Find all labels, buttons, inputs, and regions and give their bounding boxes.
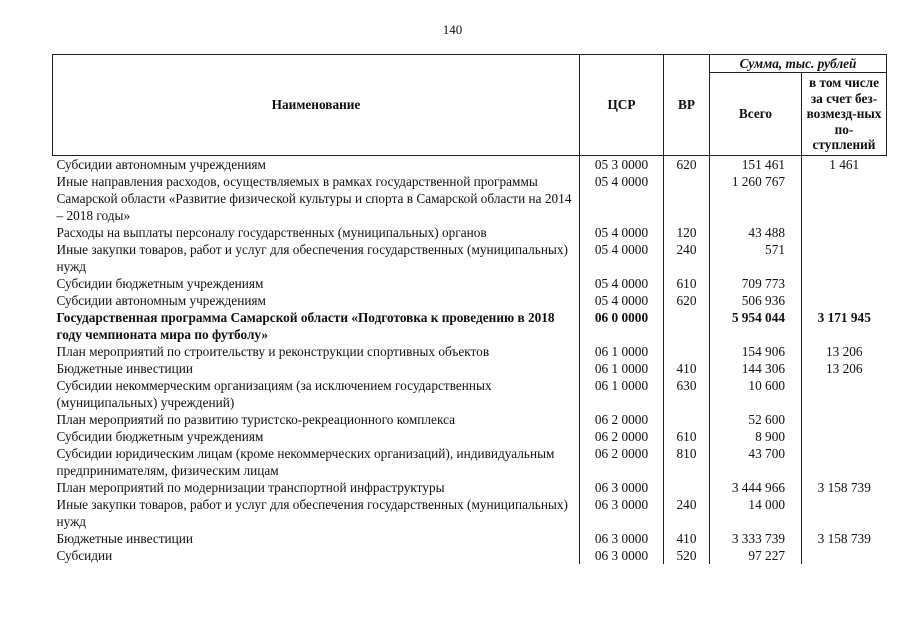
row-csr: 05 4 0000 [580,173,664,224]
table-row [53,428,887,445]
row-total: 8 900 [710,428,802,445]
row-name: Бюджетные инвестиции [53,360,580,377]
row-vr: 610 [664,275,710,292]
table-row [53,360,887,377]
row-vr [664,479,710,496]
row-csr: 05 3 0000 [580,156,664,174]
table-row [53,309,887,343]
row-free: 3 158 739 [802,479,887,496]
row-name: План мероприятий по модернизации транспортной инфраструктуры [53,479,580,496]
row-free [802,547,887,564]
table-row [53,411,887,428]
table-row [53,496,887,530]
row-vr [664,343,710,360]
row-csr: 06 1 0000 [580,360,664,377]
row-vr: 810 [664,445,710,479]
row-total: 10 600 [710,377,802,411]
row-vr: 520 [664,547,710,564]
table-row [53,479,887,496]
header-total: Всего [710,73,802,156]
row-csr: 05 4 0000 [580,224,664,241]
row-csr: 06 3 0000 [580,547,664,564]
row-name: Субсидии автономным учреждениям [53,292,580,309]
row-name: Субсидии [53,547,580,564]
row-total: 1 260 767 [710,173,802,224]
row-vr [664,411,710,428]
row-free: 3 158 739 [802,530,887,547]
row-free [802,411,887,428]
row-free [802,496,887,530]
row-total: 506 936 [710,292,802,309]
row-total: 14 000 [710,496,802,530]
row-free [802,224,887,241]
row-vr: 410 [664,360,710,377]
table-row [53,547,887,564]
row-name: Государственная программа Самарской области «Подготовка к проведению в 2018 году чемпионата мира по футболу» [53,309,580,343]
row-name: Иные закупки товаров, работ и услуг для обеспечения государственных (муниципальных) нужд [53,496,580,530]
row-free [802,292,887,309]
row-vr: 410 [664,530,710,547]
table-row [53,173,887,224]
page-number: 140 [442,22,463,37]
row-name: Иные направления расходов, осуществляемых в рамках государственной программы Самарской области «Развитие физической культуры и спорта в Самарской области на 2014 – 2018 годы» [53,173,580,224]
row-vr [664,309,710,343]
row-name: Субсидии некоммерческим организациям (за исключением государственных (муниципальных) учреждений) [53,377,580,411]
row-free: 13 206 [802,343,887,360]
row-vr: 620 [664,156,710,174]
row-vr: 610 [664,428,710,445]
row-total: 43 488 [710,224,802,241]
row-csr: 06 1 0000 [580,343,664,360]
row-name: План мероприятий по строительству и реконструкции спортивных объектов [53,343,580,360]
row-free [802,173,887,224]
row-name: Субсидии юридическим лицам (кроме некоммерческих организаций), индивидуальным предпринимателям, физическим лицам [53,445,580,479]
header-sum: Сумма, тыс. рублей [710,55,887,73]
budget-table [52,54,887,564]
row-csr: 06 3 0000 [580,530,664,547]
table-row [53,377,887,411]
row-csr: 06 3 0000 [580,496,664,530]
row-name: Субсидии бюджетным учреждениям [53,275,580,292]
row-vr: 630 [664,377,710,411]
table-row [53,292,887,309]
row-csr: 06 1 0000 [580,377,664,411]
header-name: Наименование [53,55,580,156]
table-row [53,445,887,479]
row-total: 97 227 [710,547,802,564]
header-vr: ВР [664,55,710,156]
row-total: 3 333 739 [710,530,802,547]
row-csr: 06 2 0000 [580,445,664,479]
row-csr: 05 4 0000 [580,275,664,292]
row-name: Иные закупки товаров, работ и услуг для обеспечения государственных (муниципальных) нужд [53,241,580,275]
row-csr: 06 0 0000 [580,309,664,343]
row-total: 154 906 [710,343,802,360]
row-csr: 05 4 0000 [580,241,664,275]
table-body [53,156,887,565]
row-total: 151 461 [710,156,802,174]
table-row [53,343,887,360]
row-free [802,275,887,292]
table-row [53,156,887,174]
row-total: 144 306 [710,360,802,377]
header-free: в том числе за счет без-возмезд-ных по-ступлений [802,73,887,156]
row-total: 709 773 [710,275,802,292]
table-row [53,530,887,547]
row-vr: 620 [664,292,710,309]
row-free: 1 461 [802,156,887,174]
table-row [53,224,887,241]
row-free: 3 171 945 [802,309,887,343]
row-free [802,428,887,445]
row-vr [664,173,710,224]
row-csr: 06 2 0000 [580,411,664,428]
row-total: 571 [710,241,802,275]
row-name: Субсидии автономным учреждениям [53,156,580,174]
row-csr: 06 2 0000 [580,428,664,445]
row-vr: 120 [664,224,710,241]
row-free [802,377,887,411]
row-total: 52 600 [710,411,802,428]
table-header [53,55,887,156]
row-csr: 06 3 0000 [580,479,664,496]
row-vr: 240 [664,241,710,275]
header-csr: ЦСР [580,55,664,156]
table-row [53,241,887,275]
row-total: 5 954 044 [710,309,802,343]
row-total: 43 700 [710,445,802,479]
row-free [802,445,887,479]
row-name: Бюджетные инвестиции [53,530,580,547]
row-name: План мероприятий по развитию туристско-рекреационного комплекса [53,411,580,428]
row-total: 3 444 966 [710,479,802,496]
row-name: Субсидии бюджетным учреждениям [53,428,580,445]
row-csr: 05 4 0000 [580,292,664,309]
table-row [53,275,887,292]
row-free [802,241,887,275]
row-name: Расходы на выплаты персоналу государственных (муниципальных) органов [53,224,580,241]
row-free: 13 206 [802,360,887,377]
row-vr: 240 [664,496,710,530]
